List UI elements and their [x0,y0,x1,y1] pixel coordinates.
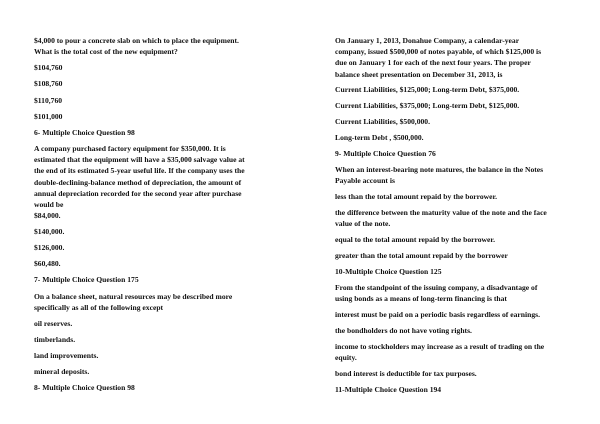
answer-option: timberlands. [34,335,76,344]
answer-option: mineral deposits. [34,367,90,376]
text-line: company, issued $500,000 of notes payable, of which $125,000 is [335,47,542,57]
text-line: income to stockholders may increase as a result of trading on the [335,342,545,351]
answer-option: $104,760 [34,63,63,72]
answer-option: $108,760 [34,79,63,88]
question-text [34,143,264,210]
answer-option [335,207,567,229]
answer-option: $101,000 [34,112,63,121]
answer-option: Current Liabilities, $375,000; Long-term Debt, $125,000. [335,101,520,110]
text-line: the end of its estimated 5-year useful life. If the company uses the [34,166,245,176]
question-heading: 6- Multiple Choice Question 98 [34,128,135,137]
answer-option: the bondholders do not have voting rights. [335,326,472,335]
answer-option: $126,000. [34,243,65,252]
text-line: double-declining-balance method of depreciation, the amount of [34,177,242,187]
text-line: What is the total cost of the new equipment? [34,47,178,57]
text-line: balance sheet presentation on December 31, 2013, is [335,69,503,79]
answer-option [335,341,567,363]
answer-option: oil reserves. [34,319,73,328]
question-text [335,164,567,186]
text-line: On a balance sheet, natural resources may be described more [34,292,233,301]
text-line: value of the note. [335,219,391,229]
question-text [34,291,264,313]
question-heading: 7- Multiple Choice Question 175 [34,275,139,284]
text-line: estimated that the equipment will have a $35,000 salvage value at [34,155,245,165]
answer-option: Current Liabilities, $125,000; Long-term Debt, $375,000. [335,85,520,94]
answer-option: $140,000. [34,227,65,236]
text-line: specifically as all of the following except [34,303,164,313]
text-line: A company purchased factory equipment for $350,000. It is [34,144,226,153]
text-line: When an interest-bearing note matures, the balance in the Notes [335,165,544,174]
answer-option: greater than the total amount repaid by the borrower [335,251,508,260]
text-line: equity. [335,353,357,363]
question-heading: 10-Multiple Choice Question 125 [335,267,442,276]
question-heading: 9- Multiple Choice Question 76 [335,149,436,158]
text-line: On January 1, 2013, Donahue Company, a calendar-year [335,36,520,45]
text-line: due on January 1 for each of the next four years. The proper [335,58,531,68]
answer-option: $84,000. [34,211,61,220]
question-text [34,35,264,57]
text-line: Payable account is [335,176,395,186]
question-heading: 11-Multiple Choice Question 194 [335,385,442,394]
answer-option: interest must be paid on a periodic basis regardless of earnings. [335,310,540,319]
answer-option: Current Liabilities, $500,000. [335,117,430,126]
answer-option: Long-term Debt , $500,000. [335,133,424,142]
text-line: using bonds as a means of long-term financing is that [335,294,507,304]
question-text [335,35,567,80]
text-line: $4,000 to pour a concrete slab on which to place the equipment. [34,36,239,45]
answer-option: land improvements. [34,351,99,360]
answer-option: $110,760 [34,96,63,105]
answer-option: $60,480. [34,259,61,268]
text-line: the difference between the maturity value of the note and the face [335,208,547,217]
text-line: would be [34,200,64,210]
question-text [335,282,567,304]
text-line: From the standpoint of the issuing company, a disadvantage of [335,283,538,292]
question-heading: 8- Multiple Choice Question 98 [34,383,135,392]
answer-option: less than the total amount repaid by the borrower. [335,192,498,201]
text-line: annual depreciation recorded for the second year after purchase [34,188,242,198]
answer-option: equal to the total amount repaid by the borrower. [335,235,495,244]
answer-option: bond interest is deductible for tax purposes. [335,369,477,378]
